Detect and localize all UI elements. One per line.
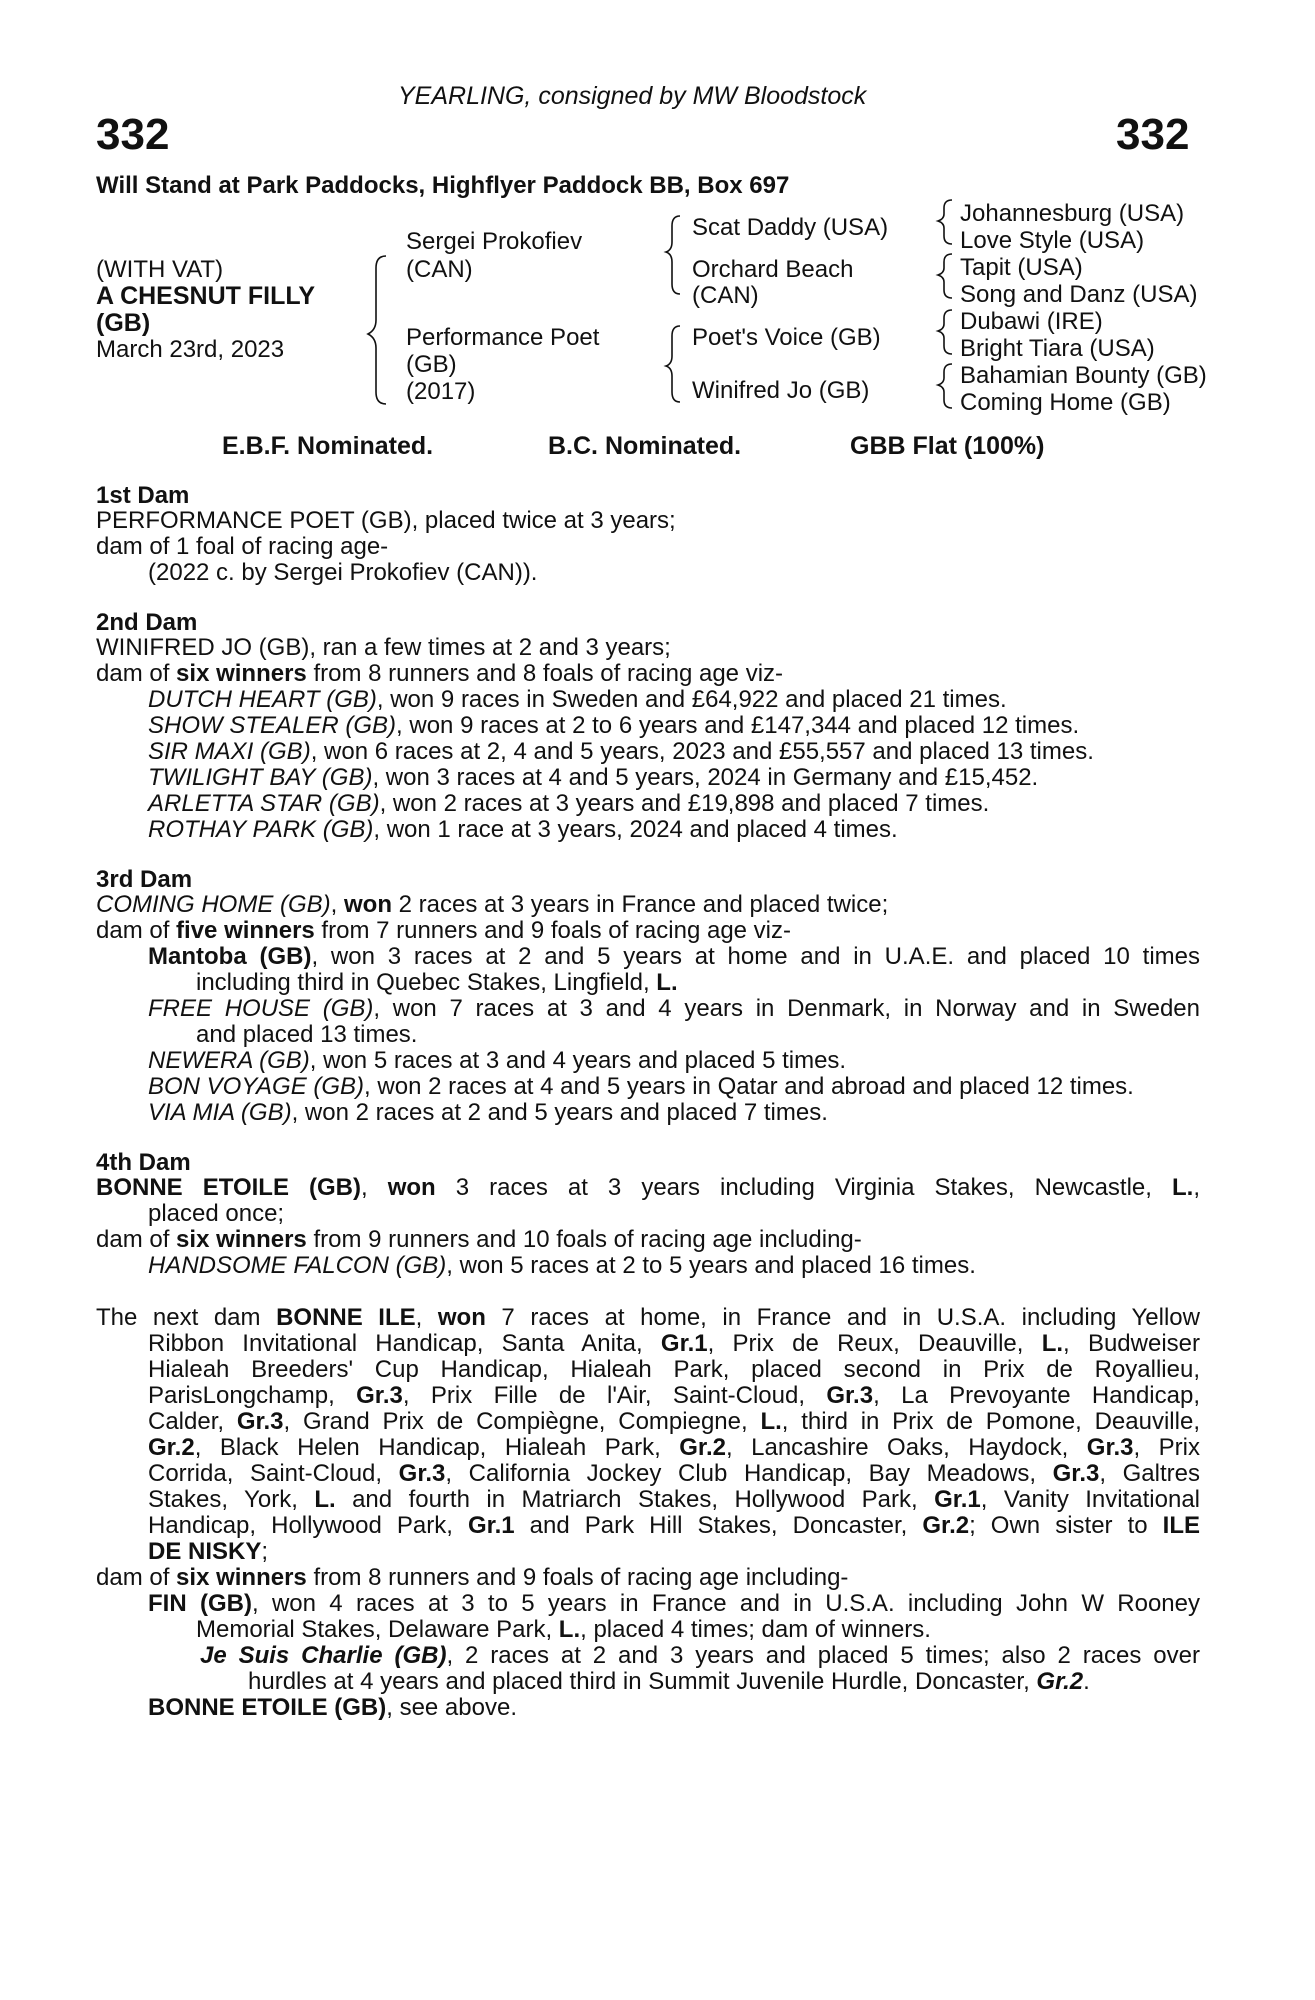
horse-name: A CHESNUT FILLY xyxy=(96,282,315,310)
horse-dob: March 23rd, 2023 xyxy=(96,336,285,363)
list-item: ARLETTA STAR (GB), won 2 races at 3 years and £19,898 and placed 7 times. xyxy=(148,790,990,817)
list-item: BONNE ETOILE (GB), see above. xyxy=(148,1694,517,1721)
next-dam-cont: Handicap, Hollywood Park, Gr.1 and Park Hill Stakes, Doncaster, Gr.2; Own sister to ILE xyxy=(148,1512,1200,1539)
dam-country: (GB) xyxy=(406,351,457,378)
first-dam-line: PERFORMANCE POET (GB), placed twice at 3 years; xyxy=(96,507,676,534)
ssd: Love Style (USA) xyxy=(960,227,1145,254)
sire-dam-country: (CAN) xyxy=(692,282,759,309)
list-item: HANDSOME FALCON (GB), won 5 races at 2 to 5 years and placed 16 times. xyxy=(148,1252,976,1279)
list-item: SIR MAXI (GB), won 6 races at 2, 4 and 5 years, 2023 and £55,557 and placed 13 times. xyxy=(148,738,1094,765)
list-item-cont: and placed 13 times. xyxy=(196,1021,418,1048)
next-dam-cont: Hialeah Breeders' Cup Handicap, Hialeah Park, placed second in Prix de Royallieu, xyxy=(148,1356,1200,1383)
third-dam-heading: 3rd Dam xyxy=(96,866,193,893)
list-item: ROTHAY PARK (GB), won 1 race at 3 years, 2024 and placed 4 times. xyxy=(148,816,898,843)
dam-dam: Winifred Jo (GB) xyxy=(692,377,870,404)
second-dam-heading: 2nd Dam xyxy=(96,609,198,636)
next-dam-cont: ParisLongchamp, Gr.3, Prix Fille de l'Air, Saint-Cloud, Gr.3, La Prevoyante Handicap, xyxy=(148,1382,1200,1409)
first-dam-heading: 1st Dam xyxy=(96,482,190,509)
list-item: BON VOYAGE (GB), won 2 races at 4 and 5 years in Qatar and abroad and placed 12 times. xyxy=(148,1073,1134,1100)
lot-number-right: 332 xyxy=(1116,110,1190,159)
sds: Tapit (USA) xyxy=(960,254,1083,281)
list-item: NEWERA (GB), won 5 races at 3 and 4 years and placed 5 times. xyxy=(148,1047,847,1074)
sale-subtitle: YEARLING, consigned by MW Bloodstock xyxy=(398,82,867,110)
first-dam-produce: (2022 c. by Sergei Prokofiev (CAN)). xyxy=(148,559,538,586)
ebf-nominated: E.B.F. Nominated. xyxy=(222,432,434,460)
next-dam-line: The next dam BONNE ILE, won 7 races at home, in France and in U.S.A. including Yellow xyxy=(96,1304,1200,1331)
fourth-dam-summary: dam of six winners from 9 runners and 10 foals of racing age including- xyxy=(96,1226,862,1253)
sdd: Song and Danz (USA) xyxy=(960,281,1198,308)
list-item: FREE HOUSE (GB), won 7 races at 3 and 4 years in Denmark, in Norway and in Sweden xyxy=(148,995,1200,1022)
second-dam-line: WINIFRED JO (GB), ran a few times at 2 and 3 years; xyxy=(96,634,671,661)
vat-note: (WITH VAT) xyxy=(96,256,224,283)
bc-nominated: B.C. Nominated. xyxy=(548,432,742,460)
sire-sire: Scat Daddy (USA) xyxy=(692,214,889,241)
lot-number-left: 332 xyxy=(96,110,170,159)
second-dam-summary: dam of six winners from 8 runners and 8 foals of racing age viz- xyxy=(96,660,784,687)
sire-country: (CAN) xyxy=(406,256,473,283)
sire-name: Sergei Prokofiev xyxy=(406,228,583,255)
sss: Johannesburg (USA) xyxy=(960,200,1185,227)
list-item: VIA MIA (GB), won 2 races at 2 and 5 years and placed 7 times. xyxy=(148,1099,828,1126)
fourth-dam-cont: placed once; xyxy=(148,1200,285,1227)
next-dam-summary: dam of six winners from 8 runners and 9 foals of racing age including- xyxy=(96,1564,849,1591)
next-dam-cont: Corrida, Saint-Cloud, Gr.3, California Jockey Club Handicap, Bay Meadows, Gr.3, Galtres xyxy=(148,1460,1200,1487)
third-dam-summary: dam of five winners from 7 runners and 9 foals of racing age viz- xyxy=(96,917,792,944)
list-item: SHOW STEALER (GB), won 9 races at 2 to 6 years and £147,344 and placed 12 times. xyxy=(148,712,1080,739)
next-dam-cont: Calder, Gr.3, Grand Prix de Compiègne, Compiegne, L., third in Prix de Pomone, Deauville, xyxy=(148,1408,1200,1435)
list-item: TWILIGHT BAY (GB), won 3 races at 4 and 5 years, 2024 in Germany and £15,452. xyxy=(148,764,1039,791)
fourth-dam-heading: 4th Dam xyxy=(96,1149,191,1176)
horse-country: (GB) xyxy=(96,309,151,337)
dsd: Bright Tiara (USA) xyxy=(960,335,1155,362)
dds: Bahamian Bounty (GB) xyxy=(960,362,1207,389)
gbb-flat: GBB Flat (100%) xyxy=(850,432,1045,460)
dam-sire: Poet's Voice (GB) xyxy=(692,324,881,351)
next-dam-cont: Ribbon Invitational Handicap, Santa Anita, Gr.1, Prix de Reux, Deauville, L., Budweiser xyxy=(148,1330,1201,1357)
first-dam-foals: dam of 1 foal of racing age- xyxy=(96,533,389,560)
ddd: Coming Home (GB) xyxy=(960,389,1171,416)
dam-year: (2017) xyxy=(406,378,476,405)
list-item: Mantoba (GB), won 3 races at 2 and 5 years at home and in U.A.E. and placed 10 times xyxy=(148,943,1201,970)
list-item-cont: Memorial Stakes, Delaware Park, L., placed 4 times; dam of winners. xyxy=(196,1616,931,1643)
dam-name: Performance Poet xyxy=(406,324,600,351)
third-dam-line: COMING HOME (GB), won 2 races at 3 years in France and placed twice; xyxy=(96,891,889,918)
list-item: FIN (GB), won 4 races at 3 to 5 years in France and in U.S.A. including John W Rooney xyxy=(148,1590,1201,1617)
next-dam-cont: Gr.2, Black Helen Handicap, Hialeah Park, Gr.2, Lancashire Oaks, Haydock, Gr.3, Prix xyxy=(148,1434,1201,1461)
list-item-cont: hurdles at 4 years and placed third in Summit Juvenile Hurdle, Doncaster, Gr.2. xyxy=(248,1668,1090,1695)
fourth-dam-line: BONNE ETOILE (GB), won 3 races at 3 years including Virginia Stakes, Newcastle, L., xyxy=(96,1174,1200,1201)
list-item: Je Suis Charlie (GB), 2 races at 2 and 3 years and placed 5 times; also 2 races over xyxy=(200,1642,1200,1669)
dss: Dubawi (IRE) xyxy=(960,308,1103,335)
next-dam-cont: Stakes, York, L. and fourth in Matriarch Stakes, Hollywood Park, Gr.1, Vanity Invitational xyxy=(148,1486,1200,1513)
next-dam-cont: DE NISKY; xyxy=(148,1538,269,1565)
stand-location: Will Stand at Park Paddocks, Highflyer Paddock BB, Box 697 xyxy=(96,172,790,199)
sire-dam: Orchard Beach xyxy=(692,256,854,283)
list-item: DUTCH HEART (GB), won 9 races in Sweden and £64,922 and placed 21 times. xyxy=(148,686,1007,713)
list-item-cont: including third in Quebec Stakes, Lingfield, L. xyxy=(196,969,678,996)
